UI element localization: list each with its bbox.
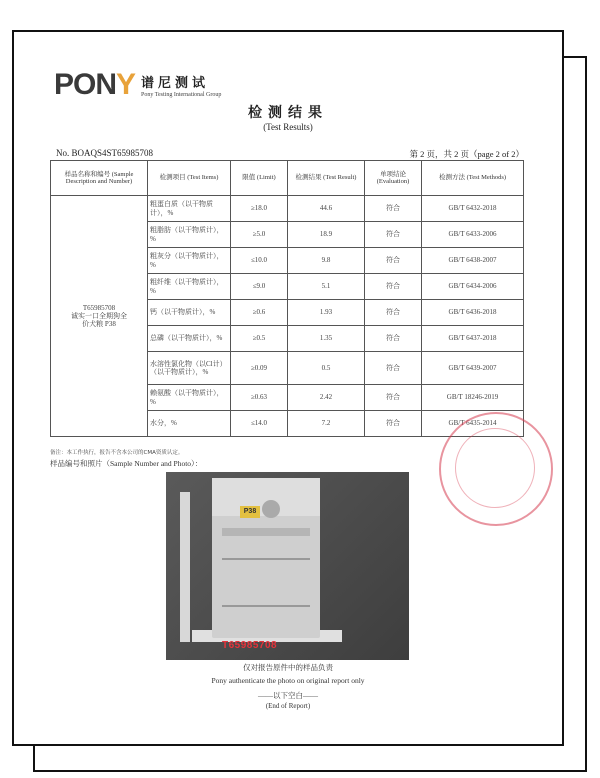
sample-number-caption: T65985708 [222, 640, 278, 651]
photo-label: 样品编号和照片（Sample Number and Photo）： [50, 459, 203, 468]
report-page [12, 30, 564, 746]
limit: ≥0.63 [231, 385, 288, 411]
bag-mascot-icon [262, 500, 280, 518]
report-title-en: (Test Results) [263, 122, 313, 132]
evaluation: 符合 [365, 352, 422, 385]
limit: ≥18.0 [231, 196, 288, 222]
logo-chinese-name: 谱尼测试 [141, 76, 210, 91]
method: GB/T 18246-2019 [422, 385, 524, 411]
bag-tag-label: P38 [240, 506, 260, 518]
test-item: 粗蛋白质（以干物质计），% [148, 196, 231, 222]
result: 9.8 [288, 248, 365, 274]
test-item: 水分，% [148, 411, 231, 437]
method: GB/T 6436-2018 [422, 300, 524, 326]
method: GB/T 6439-2007 [422, 352, 524, 385]
ruler-vertical [180, 492, 190, 642]
result: 18.9 [288, 222, 365, 248]
sample-photo [166, 472, 409, 660]
header-limit: 限值 (Limit) [231, 161, 288, 196]
test-item: 赖氨酸（以干物质计），% [148, 385, 231, 411]
evaluation: 符合 [365, 196, 422, 222]
end-marker-en: (End of Report) [265, 702, 311, 710]
official-seal-stamp [439, 412, 553, 526]
bag-illustration [222, 558, 310, 607]
test-item: 钙（以干物质计），% [148, 300, 231, 326]
method: GB/T 6432-2018 [422, 196, 524, 222]
limit: ≥0.5 [231, 326, 288, 352]
limit: ≤9.0 [231, 274, 288, 300]
evaluation: 符合 [365, 222, 422, 248]
test-item: 水溶性氯化物（以Cl计）（以干物质计），% [148, 352, 231, 385]
test-item: 粗灰分（以干物质计），% [148, 248, 231, 274]
logo-english-name: Pony Testing International Group [141, 92, 222, 98]
test-item: 粗纤维（以干物质计），% [148, 274, 231, 300]
footer-note-cn: 仅对报告原件中的样品负责 [243, 663, 333, 672]
result: 0.5 [288, 352, 365, 385]
result: 5.1 [288, 274, 365, 300]
limit: ≥0.6 [231, 300, 288, 326]
result: 44.6 [288, 196, 365, 222]
method: GB/T 6434-2006 [422, 274, 524, 300]
header-sample: 样品名称和编号 (Sample Description and Number) [51, 161, 148, 196]
limit: ≤14.0 [231, 411, 288, 437]
limit: ≥5.0 [231, 222, 288, 248]
method: GB/T 6433-2006 [422, 222, 524, 248]
evaluation: 符合 [365, 274, 422, 300]
table-note: 备注：本工作执行，报告不含本公司的CMA资质认定。 [50, 450, 184, 456]
company-logo [54, 68, 221, 102]
result: 1.35 [288, 326, 365, 352]
result: 1.93 [288, 300, 365, 326]
header-methods: 检测方法 (Test Methods) [422, 161, 524, 196]
table-row [51, 196, 524, 222]
test-item: 总磷（以干物质计），% [148, 326, 231, 352]
result: 7.2 [288, 411, 365, 437]
results-table [50, 160, 524, 437]
footer-note-en: Pony authenticate the photo on original report only [211, 676, 365, 685]
product-bag [212, 478, 320, 638]
header-items: 检测项目 (Test Items) [148, 161, 231, 196]
evaluation: 符合 [365, 385, 422, 411]
limit: ≤10.0 [231, 248, 288, 274]
header-result: 检测结果 (Test Result) [288, 161, 365, 196]
evaluation: 符合 [365, 411, 422, 437]
method: GB/T 6438-2007 [422, 248, 524, 274]
report-title-cn: 检测结果 [248, 105, 328, 121]
method: GB/T 6437-2018 [422, 326, 524, 352]
evaluation: 符合 [365, 300, 422, 326]
page-number: 第 2 页，共 2 页（page 2 of 2） [409, 149, 524, 159]
header-evaluation: 单项结论 (Evaluation) [365, 161, 422, 196]
evaluation: 符合 [365, 248, 422, 274]
sample-description: T65985708 诚实一口全期狗全 价犬粮 P38 [51, 196, 148, 437]
report-number: No. BOAQS4ST65985708 [56, 148, 154, 158]
test-item: 粗脂肪（以干物质计），% [148, 222, 231, 248]
table-header-row [51, 161, 524, 196]
result: 2.42 [288, 385, 365, 411]
evaluation: 符合 [365, 326, 422, 352]
method: GB/T 6435-2014 [422, 411, 524, 437]
logo-mark: PONY [54, 68, 136, 101]
limit: ≥0.09 [231, 352, 288, 385]
end-marker-cn: ——以下空白—— [258, 691, 318, 700]
